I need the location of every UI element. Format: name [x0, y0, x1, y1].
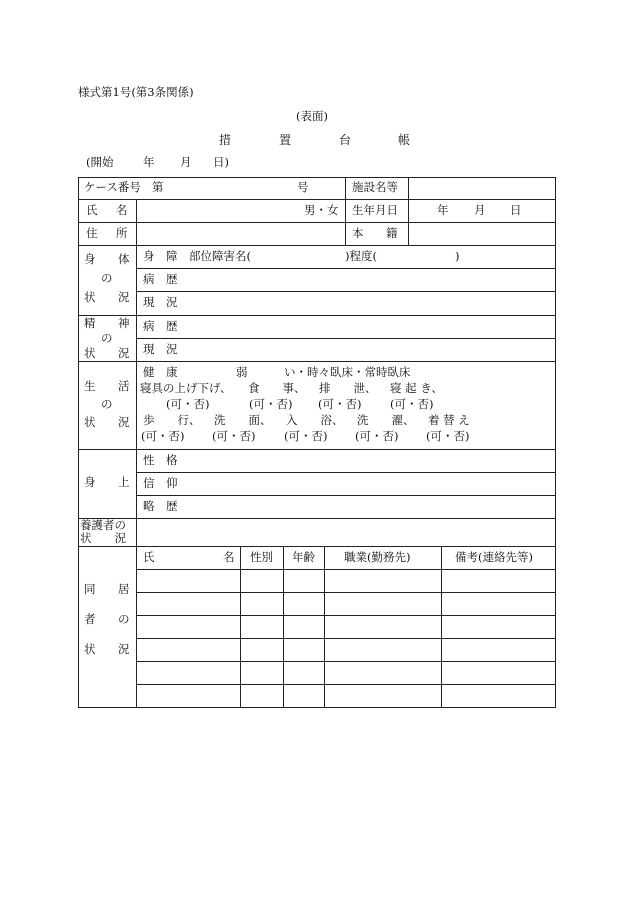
- side-label: (表面): [296, 109, 328, 123]
- ability-7: (可・否): [284, 429, 328, 443]
- excretion: 排 泄、: [319, 381, 377, 395]
- rule: [78, 361, 556, 362]
- body-label-1: 身: [84, 252, 96, 266]
- rule: [78, 546, 556, 547]
- bathing: 入 浴、: [286, 413, 344, 427]
- rule: [78, 518, 556, 519]
- life-label-5: 況: [118, 415, 130, 429]
- start-month: 月: [180, 155, 192, 169]
- rule: [408, 177, 409, 245]
- rule: [136, 199, 137, 708]
- mental-label-4: 状: [84, 346, 96, 360]
- health-weak: 弱: [236, 365, 248, 379]
- rule: [136, 638, 556, 639]
- laundry: 洗 濯、: [357, 413, 415, 427]
- rule: [240, 546, 241, 708]
- ability-2: (可・否): [249, 397, 293, 411]
- life-label-4: 状: [84, 415, 96, 429]
- body-label-5: 況: [118, 290, 130, 304]
- religion: 信 仰: [143, 476, 178, 490]
- facility-label: 施設名等: [352, 180, 398, 194]
- body-label-2: 体: [118, 252, 130, 266]
- mental-current: 現 況: [143, 342, 178, 356]
- mental-label-5: 況: [118, 346, 130, 360]
- rule: [136, 592, 556, 593]
- body-label-4: 状: [84, 290, 96, 304]
- title-char-1: 措: [219, 133, 232, 147]
- ability-9: (可・否): [426, 429, 470, 443]
- personal-label-2: 上: [118, 475, 130, 489]
- start-open: (開始: [86, 155, 114, 169]
- rule: [136, 569, 556, 570]
- col-name-1: 氏: [143, 550, 155, 564]
- birth-year: 年: [437, 203, 449, 217]
- ability-8: (可・否): [355, 429, 399, 443]
- col-occupation: 職業(勤務先): [344, 550, 411, 564]
- washing-face: 洗 面、: [214, 413, 272, 427]
- history: 略 歴: [143, 499, 178, 513]
- rule: [136, 684, 556, 685]
- rule: [136, 268, 556, 269]
- cohab-label-3: 者: [84, 612, 96, 626]
- col-sex: 性別: [250, 550, 273, 564]
- start-day: 日): [213, 155, 229, 169]
- rule: [136, 291, 556, 292]
- degree-field: )程度(: [345, 249, 377, 263]
- honseki-label-1: 本: [352, 226, 364, 240]
- honseki-label-2: 籍: [386, 226, 398, 240]
- form-number: 様式第1号(第3条関係): [78, 85, 194, 99]
- body-current: 現 況: [143, 295, 178, 309]
- birth-label: 生年月日: [352, 203, 398, 217]
- waking: 寝 起 き、: [390, 381, 443, 395]
- ability-5: (可・否): [141, 429, 185, 443]
- sex-field: 男・女: [304, 203, 339, 217]
- ability-1: (可・否): [166, 397, 210, 411]
- rule: [78, 245, 556, 246]
- title-char-4: 帳: [398, 133, 411, 147]
- name-label-2: 名: [116, 203, 128, 217]
- cohab-label-4: の: [118, 612, 130, 626]
- ability-6: (可・否): [212, 429, 256, 443]
- degree-end: ): [455, 249, 460, 263]
- title-char-2: 置: [279, 133, 292, 147]
- cohab-label-5: 状: [84, 642, 96, 656]
- dressing: 着 替 え: [428, 413, 470, 427]
- life-label-3: の: [101, 397, 113, 411]
- rule: [78, 222, 556, 223]
- rule: [78, 199, 556, 200]
- health: 健 康: [143, 365, 178, 379]
- personality: 性 格: [143, 453, 178, 467]
- life-label-1: 生: [84, 379, 96, 393]
- meal: 食 事、: [248, 381, 306, 395]
- rule: [78, 449, 556, 450]
- mental-label-3: の: [101, 331, 113, 345]
- rule: [136, 338, 556, 339]
- cohab-label-2: 居: [118, 582, 130, 596]
- case-number-dai: 第: [152, 180, 164, 194]
- rule: [345, 177, 346, 245]
- col-name-2: 名: [223, 550, 235, 564]
- rule: [136, 615, 556, 616]
- col-remarks: 備考(連絡先等): [455, 550, 533, 564]
- rule: [78, 315, 556, 316]
- health-bedridden: い・時々臥床・常時臥床: [284, 365, 411, 379]
- birth-month: 月: [474, 203, 486, 217]
- col-age: 年齢: [292, 550, 315, 564]
- life-label-2: 活: [118, 379, 130, 393]
- ability-3: (可・否): [318, 397, 362, 411]
- rule: [324, 546, 325, 708]
- disability-field: 身 障 部位障害名(: [143, 249, 251, 263]
- rule: [441, 546, 442, 708]
- mental-label-2: 神: [118, 316, 130, 330]
- rule: [283, 546, 284, 708]
- bedding: 寝具の上げ下げ、: [140, 381, 232, 395]
- walking: 歩 行、: [143, 413, 201, 427]
- cohab-label-1: 同: [84, 582, 96, 596]
- body-label-3: の: [101, 271, 113, 285]
- mental-label-1: 精: [84, 316, 96, 330]
- address-label-2: 所: [116, 226, 128, 240]
- case-number-go: 号: [297, 180, 309, 194]
- cohab-label-6: 況: [118, 642, 130, 656]
- body-medical: 病 歴: [143, 272, 178, 286]
- title-char-3: 台: [339, 133, 352, 147]
- name-label-1: 氏: [86, 203, 98, 217]
- case-number-label: ケース番号: [84, 180, 141, 194]
- rule: [136, 472, 556, 473]
- rule: [136, 495, 556, 496]
- address-label-1: 住: [86, 226, 98, 240]
- rule: [136, 661, 556, 662]
- guardian-label-1: 養護者の: [80, 518, 126, 532]
- start-year: 年: [143, 155, 155, 169]
- mental-medical: 病 歴: [143, 319, 178, 333]
- personal-label-1: 身: [84, 475, 96, 489]
- ability-4: (可・否): [390, 397, 434, 411]
- guardian-label-2: 状 況: [80, 531, 126, 545]
- birth-day: 日: [510, 203, 522, 217]
